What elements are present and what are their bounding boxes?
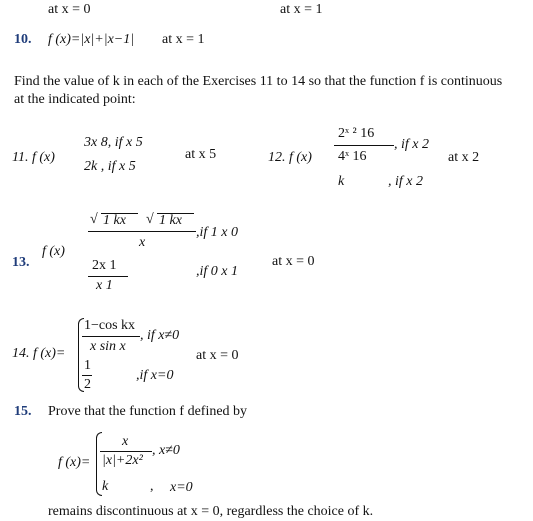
- question-12-numerator: 2ˣ ² 16: [338, 126, 375, 141]
- question-14-fraction-bar-1: [82, 336, 140, 337]
- question-11-case-2: 2k , if x 5: [84, 159, 136, 174]
- question-12-condition-2: , if x 2: [388, 174, 423, 189]
- question-13-root-a: 1 kx: [103, 213, 126, 228]
- question-12-fraction-bar: [334, 145, 394, 146]
- question-14-numerator-2: 1: [84, 358, 91, 373]
- instructions-line-1: Find the value of k in each of the Exercises 11 to 14 so that the function f is continuous: [14, 74, 503, 89]
- question-15-numerator: x: [122, 434, 129, 449]
- question-11-label: 11. f (x): [12, 150, 55, 165]
- question-13-root-b: 1 kx: [159, 213, 182, 228]
- question-14-condition-2: ,if x=0: [136, 368, 174, 383]
- question-12-label: 12. f (x): [268, 150, 312, 165]
- question-13-fraction-bar-1: [88, 231, 196, 232]
- question-15-function: f (x)=: [58, 455, 91, 470]
- question-15-text: Prove that the function f defined by: [48, 404, 248, 419]
- question-15-condition-2: x=0: [170, 480, 193, 495]
- sqrt-icon: √: [90, 212, 98, 227]
- question-15-number: 15.: [14, 404, 32, 419]
- question-11-case-1: 3x 8, if x 5: [84, 135, 143, 150]
- question-13-fraction-bar-2: [88, 276, 128, 277]
- question-13-numerator-2: 2x 1: [92, 258, 117, 273]
- question-14-point: at x = 0: [196, 348, 239, 363]
- top-right-condition: at x = 1: [280, 2, 323, 17]
- question-15-condition-1: , x≠0: [152, 443, 180, 458]
- question-14-label: 14. f (x)=: [12, 346, 66, 361]
- question-15-comma: ,: [150, 479, 154, 494]
- top-left-condition: at x = 0: [48, 2, 91, 17]
- question-13-point: at x = 0: [272, 254, 315, 269]
- question-10-number: 10.: [14, 32, 32, 47]
- question-12-denominator: 4ˣ 16: [338, 149, 367, 164]
- question-13-condition-1: ,if 1 x 0: [196, 225, 238, 240]
- question-10-expression: f (x)=|x|+|x−1|: [48, 32, 135, 47]
- question-13-denominator-1: x: [139, 235, 146, 250]
- question-14-condition-1: , if x≠0: [140, 328, 180, 343]
- question-12-case-2: k: [338, 174, 345, 189]
- question-13-number: 13.: [12, 255, 30, 270]
- question-10-point: at x = 1: [162, 32, 205, 47]
- instructions-line-2: at the indicated point:: [14, 92, 136, 107]
- question-14-denominator-1: x sin x: [90, 339, 126, 354]
- question-14-numerator-1: 1−cos kx: [84, 318, 136, 333]
- question-15-fraction-bar: [100, 451, 152, 452]
- question-11-point: at x 5: [185, 147, 217, 162]
- question-15-conclusion: remains discontinuous at x = 0, regardless the choice of k.: [48, 504, 374, 519]
- question-13-function: f (x): [42, 244, 65, 259]
- question-12-point: at x 2: [448, 150, 480, 165]
- sqrt-icon: √: [146, 212, 154, 227]
- question-13-condition-2: ,if 0 x 1: [196, 264, 238, 279]
- question-14-denominator-2: 2: [84, 377, 91, 392]
- question-13-denominator-2: x 1: [96, 278, 113, 293]
- question-15-denominator: |x|+2x²: [102, 453, 143, 468]
- question-15-case-2: k: [102, 479, 109, 494]
- question-12-condition-1: , if x 2: [394, 137, 429, 152]
- question-14-fraction-bar-2: [82, 375, 92, 376]
